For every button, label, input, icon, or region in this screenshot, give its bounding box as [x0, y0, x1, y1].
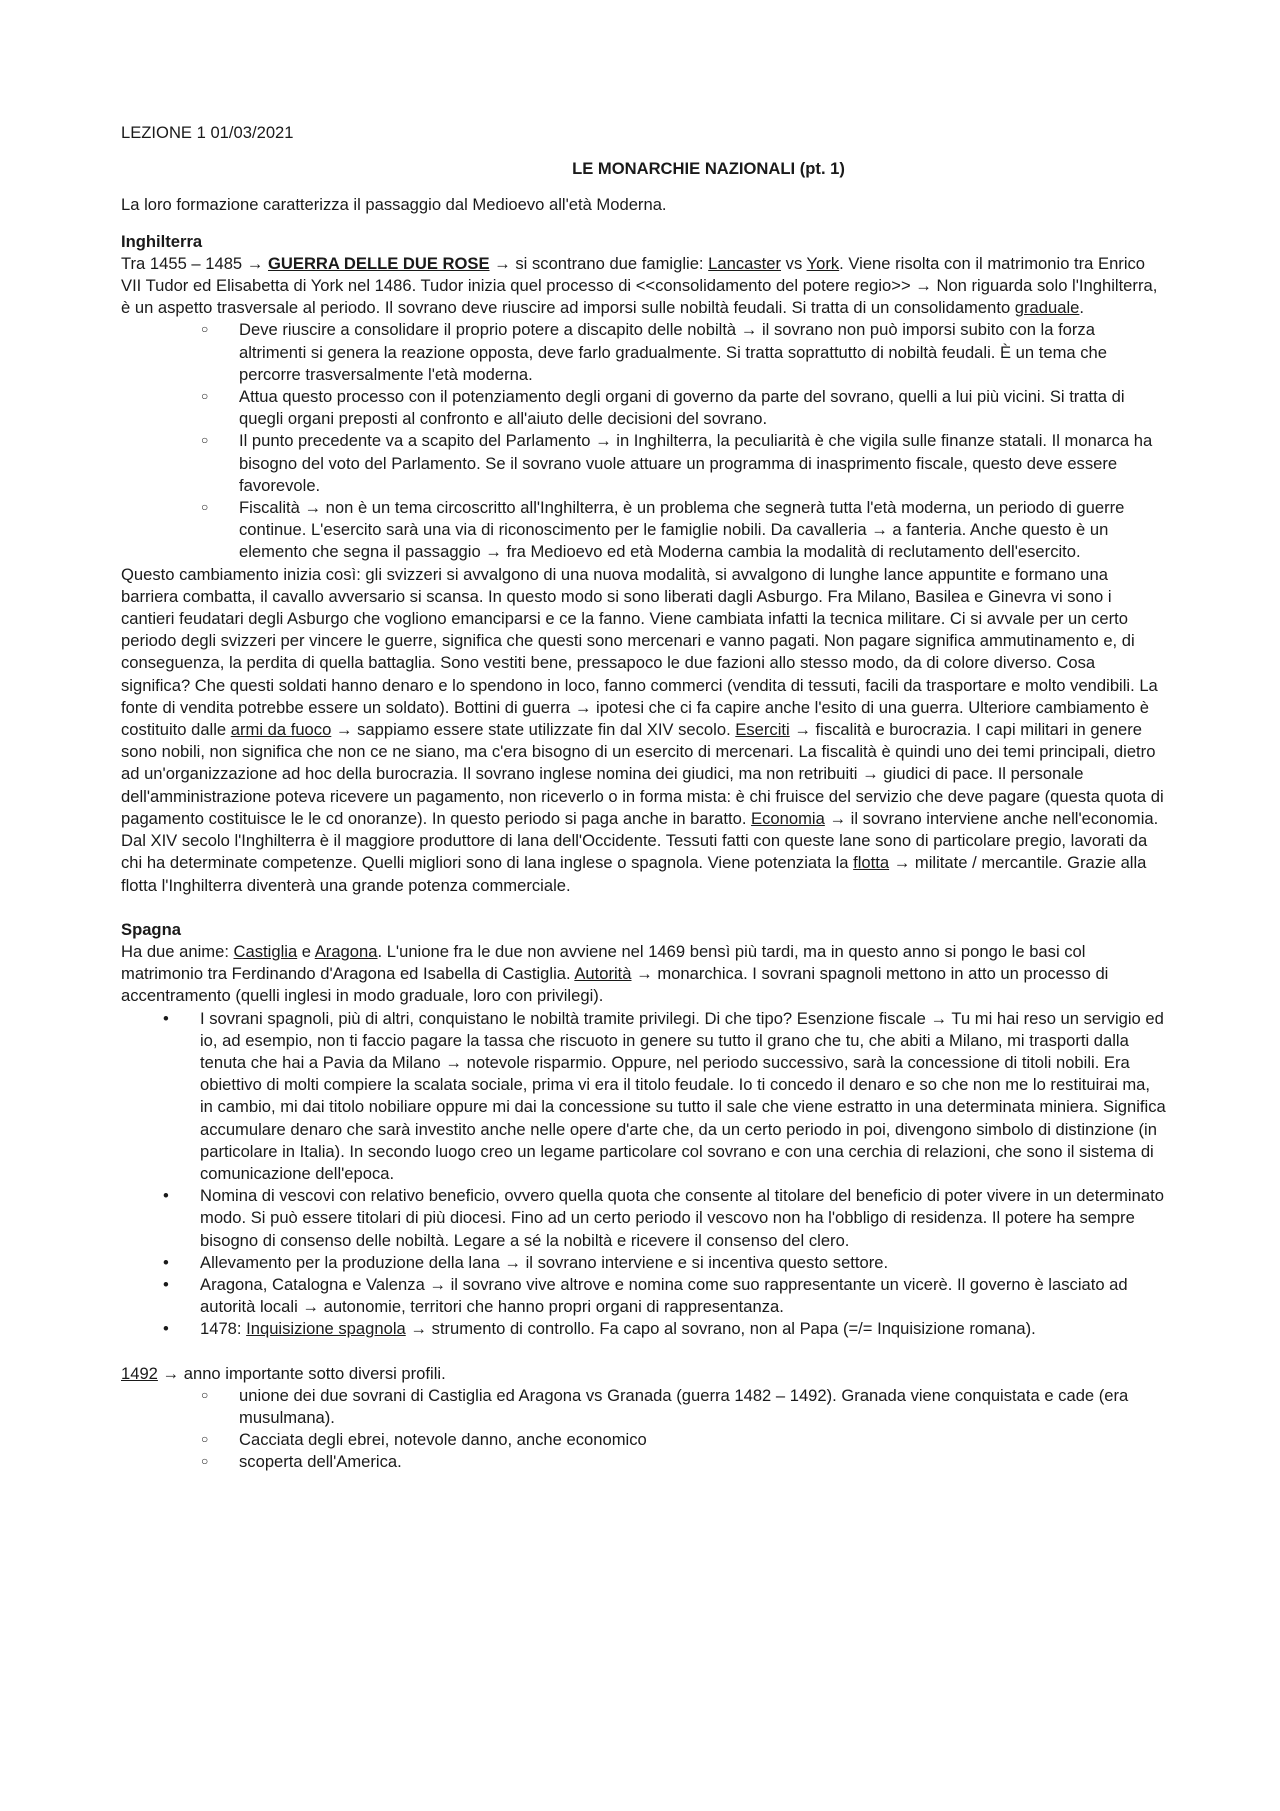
lesson-header: LEZIONE 1 01/03/2021 — [121, 123, 294, 142]
list-item — [121, 1185, 1166, 1252]
text-run: Tra 1455 – 1485 → — [121, 253, 268, 273]
autorita-term: Autorità — [574, 964, 632, 984]
spacer — [121, 897, 1166, 919]
text-run: → anno importante sotto diversi profili. — [157, 1363, 446, 1383]
text-run: . Viene risolta con il matrimonio tra Enrico VII Tudor ed Elisabetta di York nel 1486. Tudor inizia quel processo di <<consolidamento del potere regio>> → Non riguarda solo l'Inghilterra, è un aspetto trasversale al periodo. Il sovrano deve riuscire ad imporsi sulle nobiltà feudali. Si tratta di un consolidamento — [121, 253, 1158, 318]
bullet-dot-icon: • — [163, 1252, 169, 1272]
text-run: → monarchica. I sovrani spagnoli mettono in atto un processo di accentramento (quelli inglesi in modo graduale, loro con privilegi). — [121, 964, 1109, 1006]
list-item-text: scoperta dell'America. — [239, 1452, 402, 1472]
list-item — [121, 430, 1166, 497]
list-item — [121, 319, 1166, 386]
bullet-dot-icon: • — [163, 1186, 169, 1206]
bullet-dot-icon: • — [163, 1319, 169, 1339]
circle-bullet-icon: ○ — [201, 1387, 209, 1402]
year-1492-bullet-list — [121, 1385, 1166, 1474]
castiglia-term: Castiglia — [233, 941, 298, 961]
circle-bullet-icon: ○ — [201, 389, 209, 404]
inghilterra-paragraph-2 — [121, 564, 1166, 897]
list-item-text: Nomina di vescovi con relativo beneficio, ovvero quella quota che consente al titolare del beneficio di poter vivere in un determinato modo. Si può essere titolari di più diocesi. Fino ad un certo periodo il vescovo non ha l'obbligo di residenza. Il potere ha sempre bisogno di consenso delle nobiltà. Legare a sé la nobiltà e ricevere il consenso del clero. — [200, 1186, 1164, 1250]
text-run: → sappiamo essere state utilizzate fin dal XIV secolo. — [331, 720, 736, 740]
circle-bullet-icon: ○ — [201, 1454, 209, 1469]
list-item-text: Attua questo processo con il potenziamento degli organi di governo da parte del sovrano, quelli a lui più vicini. Si tratta di quegli organi preposti al confronto e all'aiuto delle decisioni del sovrano. — [239, 387, 1125, 429]
section-heading-spagna: Spagna — [121, 919, 181, 939]
bullet-dot-icon: • — [163, 1274, 169, 1294]
guerra-due-rose-term: GUERRA DELLE DUE ROSE — [267, 253, 490, 273]
text-run: → strumento di controllo. Fa capo al sovrano, non al Papa (=/= Inquisizione romana). — [405, 1319, 1036, 1339]
text-run: . — [1079, 298, 1085, 318]
inghilterra-paragraph-1 — [121, 253, 1166, 320]
list-item-text: Cacciata degli ebrei, notevole danno, anche economico — [239, 1430, 647, 1450]
york-term: York — [806, 253, 840, 273]
circle-bullet-icon: ○ — [201, 1432, 209, 1447]
circle-bullet-icon: ○ — [201, 433, 209, 448]
eserciti-term: Eserciti — [735, 720, 790, 740]
list-item — [121, 386, 1166, 430]
text-run: Questo cambiamento inizia così: gli svizzeri si avvalgono di una nuova modalità, si avvalgono di lunghe lance appuntite e formano una barriera combatta, il cavallo avversario si scansa. In questo modo si sono liberati dagli Asburgo. Fra Milano, Basilea e Ginevra vi sono i cantieri feudatari degli Asburgo che vogliono emanciparsi e ce la fanno. Viene cambiata infatti la tecnica militare. Ci si avvale per un certo periodo degli svizzeri per vincere le guerre, significa che questi sono mercenari e vanno pagati. Non pagare significa ammutinamento e, di conseguenza, la perdita di quella battaglia. Sono vestiti bene, pressapoco le due fazioni allo stesso modo, da di colore diverso. Cosa significa? Che questi soldati hanno denaro e lo spendono in loco, fanno commerci (vendita di tessuti, facili da trasportare e molto vendibili. La fonte di vendita potrebbe essere un soldato). Bottini di guerra → ipotesi che ci fa capire anche l'esito di una guerra. Ulteriore cambiamento è costituito dalle — [121, 564, 1158, 740]
bullet-dot-icon: • — [163, 1008, 169, 1028]
inquisizione-spagnola-term: Inquisizione spagnola — [246, 1319, 406, 1339]
text-run: vs — [781, 253, 807, 273]
document-page — [121, 122, 1166, 1474]
list-item — [121, 497, 1166, 564]
text-run: Ha due anime: — [121, 941, 234, 961]
inghilterra-bullet-list — [121, 319, 1166, 563]
text-run: → militate / mercantile. Grazie alla flotta l'Inghilterra diventerà una grande potenza commerciale. — [121, 853, 1147, 895]
list-item-text: Il punto precedente va a scapito del Parlamento → in Inghilterra, la peculiarità è che vigila sulle finanze statali. Il monarca ha bisogno del voto del Parlamento. Se il sovrano vuole attuare un programma di inasprimento fiscale, questo deve essere favorevole. — [239, 431, 1153, 495]
list-item-text: Allevamento per la produzione della lana → il sovrano interviene e si incentiva questo settore. — [200, 1252, 889, 1272]
graduale-term: graduale — [1014, 298, 1080, 318]
list-item-text: Fiscalità → non è un tema circoscritto all'Inghilterra, è un problema che segnerà tutta l'età moderna, un periodo di guerre continue. L'esercito sarà una via di riconoscimento per le famiglie nobili. Da cavalleria → a fanteria. Anche questo è un elemento che segna il passaggio → fra Medioevo ed età Moderna cambia la modalità di reclutamento dell'esercito. — [239, 498, 1125, 562]
year-1492-paragraph — [121, 1363, 1166, 1385]
circle-bullet-icon: ○ — [201, 500, 209, 515]
text-run: → si scontrano due famiglie: — [489, 253, 709, 273]
list-item-text: unione dei due sovrani di Castiglia ed Aragona vs Granada (guerra 1482 – 1492). Granada viene conquistata e cade (era musulmana). — [239, 1385, 1129, 1427]
text-run: → il sovrano interviene anche nell'economia. Dal XIV secolo l'Inghilterra è il maggiore produttore di lana dell'Occidente. Tessuti fatti con queste lane sono di particolare pregio, lavorati da chi ha determinate competenze. Quelli migliori sono di lana inglese o spagnola. Viene potenziata la — [121, 808, 1159, 873]
spagna-paragraph-1 — [121, 941, 1166, 1008]
list-item — [121, 1451, 1166, 1473]
economia-term: Economia — [751, 808, 825, 828]
text-run: e — [297, 941, 315, 961]
list-item-text: I sovrani spagnoli, più di altri, conquistano le nobiltà tramite privilegi. Di che tipo? Esenzione fiscale → Tu mi hai reso un servigio ed io, ad esempio, non ti faccio pagare la tassa che riscuoto in genere su tutto il grano che tu, che abiti a Milano, mi trasporti dalla tenuta che hai a Pavia da Milano → notevole risparmio. Oppure, nel periodo successivo, sarà la concessione di titoli nobili. Era obiettivo di molti compiere la scalata sociale, prima vi era il titolo feudale. Io ti concedo il denaro e so che non me lo restituirai ma, in cambio, mi dai titolo nobiliare oppure mi dai la concessione su tutto il sale che viene estratto in una determinata miniera. Significa accumulare denaro che sarà investito anche nelle opere d'arte che, da un certo periodo in poi, divengono simbolo di distinzione (in particolare in Italia). In secondo luogo creo un legame particolare col sovrano e con una cerchia di relazioni, che sono il sistema di comunicazione dell'epoca. — [200, 1008, 1166, 1183]
section-heading-inghilterra: Inghilterra — [121, 231, 203, 251]
circle-bullet-icon: ○ — [201, 322, 209, 337]
list-item — [121, 1429, 1166, 1451]
list-item-text: Deve riuscire a consolidare il proprio potere a discapito delle nobiltà → il sovrano non può imporsi subito con la forza altrimenti si genera la reazione opposta, deve farlo gradualmente. Si tratta soprattutto di nobiltà feudali. È un tema che percorre trasversalmente l'età moderna. — [239, 320, 1107, 384]
list-item — [121, 1008, 1166, 1186]
list-item-text: Aragona, Catalogna e Valenza → il sovrano vive altrove e nomina come suo rappresentante un vicerè. Il governo è lasciato ad autorità locali → autonomie, territori che hanno propri organi di rappresentanza. — [200, 1274, 1128, 1317]
spagna-bullet-list — [121, 1008, 1166, 1341]
list-item — [121, 1252, 1166, 1274]
text-run: 1478: — [200, 1319, 247, 1339]
spacer — [121, 1341, 1166, 1363]
armi-da-fuoco-term: armi da fuoco — [230, 720, 332, 740]
document-title: LE MONARCHIE NAZIONALI (pt. 1) — [572, 159, 845, 179]
aragona-term: Aragona — [314, 941, 378, 961]
lancaster-term: Lancaster — [708, 253, 782, 273]
flotta-term: flotta — [853, 853, 890, 873]
list-item — [121, 1385, 1166, 1429]
list-item — [121, 1318, 1166, 1340]
text-run: . L'unione fra le due non avviene nel 1469 bensì più tardi, ma in questo anno si pongo le basi col matrimonio tra Ferdinando d'Aragona ed Isabella di Castiglia. — [121, 941, 1086, 984]
list-item — [121, 1274, 1166, 1318]
intro-paragraph: La loro formazione caratterizza il passaggio dal Medioevo all'età Moderna. — [121, 195, 667, 215]
text-run: → fiscalità e burocrazia. I capi militari in genere sono nobili, non significa che non ce ne siano, ma c'era bisogno di un esercito di mercenari. La fiscalità è quindi uno dei temi principali, dietro ad un'organizzazione ad hoc della burocrazia. Il sovrano inglese nomina dei giudici, ma non retribuiti → giudici di pace. Il personale dell'amministrazione poteva ricevere un pagamento, non riceverlo o in forma mista: è chi fruisce del servizio che deve pagare (questa quota di pagamento costituisce le le cd onoranze). In questo periodo si paga anche in baratto. — [121, 720, 1164, 828]
year-1492-term: 1492 — [121, 1363, 158, 1383]
